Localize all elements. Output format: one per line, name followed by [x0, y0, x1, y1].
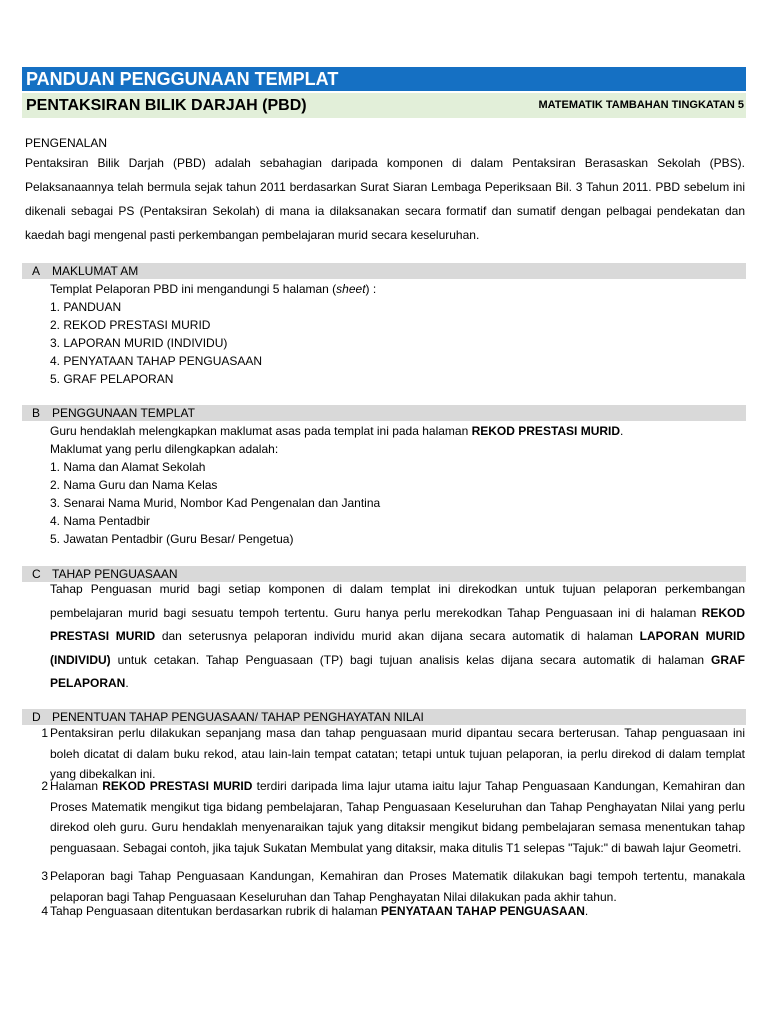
section-a-intro	[50, 280, 745, 298]
list-item: 3. LAPORAN MURID (INDIVIDU)	[50, 336, 228, 350]
subtitle-bar	[22, 93, 746, 118]
intro-text-part: ) :	[365, 282, 377, 296]
list-item: 2. Nama Guru dan Nama Kelas	[50, 478, 218, 492]
text-part: .	[584, 904, 589, 918]
section-title: MAKLUMAT AM	[52, 264, 139, 278]
list-item: 1. Nama dan Alamat Sekolah	[50, 460, 206, 474]
section-c-body	[50, 578, 745, 696]
section-b-header	[22, 405, 746, 421]
list-item: 1. PANDUAN	[50, 300, 122, 314]
text-part: Guru hendaklah melengkapkan maklumat asas pada templat ini pada halaman	[50, 424, 472, 438]
text-part: Tahap Penguasan murid bagi setiap komponen di dalam templat ini direkodkan untuk tujuan pelaporan perkembangan pembelajaran murid bagi sesuatu tempoh tertentu. Guru hanya perlu merekodkan Tahap Penguasaan ini di halaman	[50, 582, 745, 620]
section-title: TAHAP PENGUASAAN	[52, 567, 178, 581]
text-part: Tahap Penguasaan ditentukan berdasarkan rubrik di halaman	[50, 904, 381, 918]
section-letter: D	[32, 710, 41, 724]
list-item: 2. REKOD PRESTASI MURID	[50, 318, 211, 332]
list-item: 4. PENYATAAN TAHAP PENGUASAAN	[50, 354, 263, 368]
text-part: Halaman	[50, 779, 103, 793]
item-number: 1	[41, 726, 48, 740]
bold-text: REKOD PRESTASI MURID	[102, 779, 253, 793]
section-a-body	[50, 280, 745, 388]
bold-text: LAPORAN MURID (INDIVIDU)	[50, 629, 745, 667]
subject-label: MATEMATIK TAMBAHAN TINGKATAN 5	[538, 99, 744, 111]
list-item: 5. GRAF PELAPORAN	[50, 372, 174, 386]
list-item: 4. Nama Pentadbir	[50, 514, 151, 528]
intro-text-part: Templat Pelaporan PBD ini mengandungi 5 halaman (	[50, 282, 337, 296]
intro-emphasis: sheet	[336, 282, 366, 296]
item-number: 4	[41, 904, 48, 918]
bold-text: GRAF PELAPORAN	[50, 652, 745, 690]
list-item: 5. Jawatan Pentadbir (Guru Besar/ Pengetua)	[50, 532, 294, 546]
section-letter: C	[32, 567, 41, 581]
text-part: .	[620, 424, 624, 438]
text-part: .	[125, 676, 129, 690]
section-letter: B	[32, 406, 41, 420]
item-number: 3	[41, 869, 48, 883]
section-b-line1	[50, 422, 745, 440]
intro-heading: PENGENALAN	[25, 136, 108, 150]
item-text: Pelaporan bagi Tahap Penguasaan Kandungan, Kemahiran dan Proses Matematik dilakukan bagi tempoh tertentu, manakala pelaporan bagi Tahap Penguasaan Keseluruhan dan Tahap Penghayatan Nilai dilakukan pada akhir tahun.	[50, 869, 745, 904]
bold-text: REKOD PRESTASI MURID	[471, 424, 621, 438]
text-part: dan seterusnya pelaporan individu murid akan dijana secara automatik di halaman	[155, 629, 640, 643]
list-item: 3. Senarai Nama Murid, Nombor Kad Pengenalan dan Jantina	[50, 496, 381, 510]
text-part: terdiri daripada lima lajur utama iaitu lajur Tahap Penguasaan Kandungan, Kemahiran dan Proses Matematik mengikut tiga bidang pembelajaran, Tahap Penguasaan Keseluruhan dan Tahap Penghayatan Nilai yang perlu direkod oleh guru. Guru hendaklah menyenaraikan tajuk yang ditaksir mengikut bidang pembelajaran semasa menentukan tahap penguasaan. Sebagai contoh, jika tajuk Sukatan Membulat yang ditaksir, maka ditulis T1 selepas "Tajuk:" di bawah lajur Geometri.	[50, 779, 746, 855]
intro-text: Pentaksiran Bilik Darjah (PBD) adalah sebahagian daripada komponen di dalam Pentaksiran Berasaskan Sekolah (PBS). Pelaksanaannya telah bermula sejak tahun 2011 berdasarkan Surat Siaran Lembaga Peperiksaan Bil. 3 Tahun 2011. PBD sebelum ini dikenali sebagai PS (Pentaksiran Sekolah) di mana ia dilaksanakan secara formatif dan sumatif dengan pelbagai pendekatan dan kaedah bagi mengenal pasti perkembangan pembelajaran murid secara keseluruhan.	[25, 156, 745, 242]
text-part: untuk cetakan. Tahap Penguasaan (TP) bagi tujuan analisis kelas dijana secara automatik di halaman	[110, 652, 711, 667]
section-title: PENENTUAN TAHAP PENGUASAAN/ TAHAP PENGHAYATAN NILAI	[52, 710, 424, 724]
item-number: 2	[41, 779, 48, 793]
bold-text: PENYATAAN TAHAP PENGUASAAN	[380, 904, 585, 918]
section-b-body	[50, 422, 745, 548]
section-a-header	[22, 263, 746, 279]
section-title: PENGGUNAAN TEMPLAT	[52, 406, 195, 420]
page-title: PANDUAN PENGGUNAAN TEMPLAT	[22, 67, 746, 91]
section-letter: A	[32, 264, 41, 278]
numbered-item	[25, 776, 745, 858]
subtitle: PENTAKSIRAN BILIK DARJAH (PBD)	[26, 97, 307, 114]
section-b-line2: Maklumat yang perlu dilengkapkan adalah:	[50, 442, 279, 456]
item-text	[50, 901, 745, 922]
item-text: Pentaksiran perlu dilakukan sepanjang masa dan tahap penguasaan murid dipantau secara berterusan. Tahap penguasaan ini boleh dicatat di dalam buku rekod, atau lain-lain tempat catatan; tetapi untuk tujuan pelaporan, ia perlu direkod di dalam templat yang dibekalkan ini.	[50, 726, 745, 781]
item-text	[50, 776, 745, 858]
numbered-item	[25, 901, 745, 922]
intro-section	[25, 135, 745, 247]
bold-text: REKOD PRESTASI MURID	[50, 605, 745, 643]
